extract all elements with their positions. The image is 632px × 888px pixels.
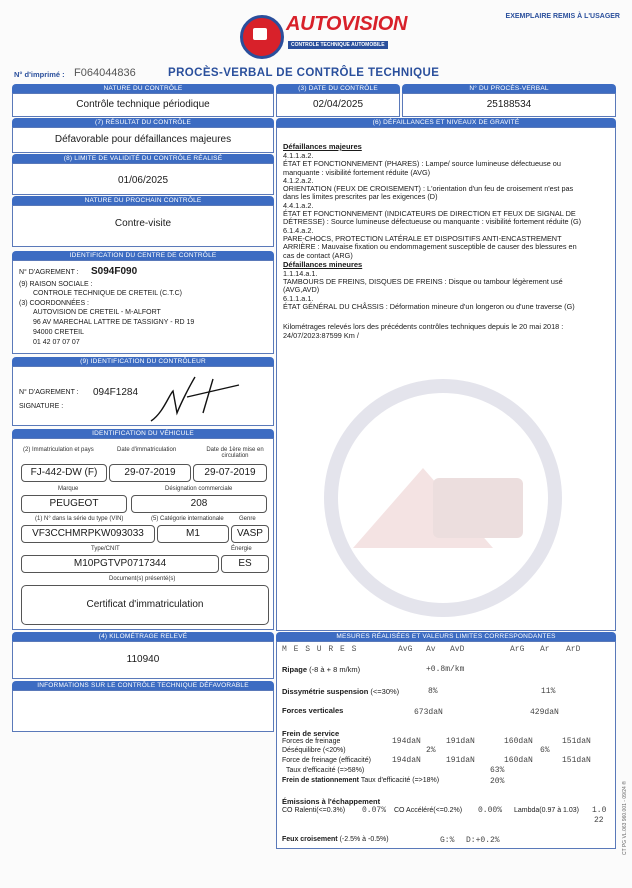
vin-value: VF3CCHMRPKW093033 [21, 525, 155, 543]
raison-value: CONTROLE TECHNIQUE DE CRETEIL (C.T.C) [33, 290, 182, 297]
date-mise-value: 29-07-2019 [193, 464, 267, 482]
immat-label: (2) Immatriculation et pays [23, 447, 94, 453]
energie-label: Énergie [231, 546, 252, 552]
efficace-arg: 160daN [504, 756, 533, 765]
defaillances-box [276, 127, 616, 631]
validite-box [12, 163, 274, 195]
mesures-header: MESURES RÉALISÉES ET VALEURS LIMITES CORRESPONDANTES [276, 632, 616, 641]
efficace-avd: 191daN [446, 756, 475, 765]
dissym-label: Dissymétrie suspension (<=30%) [282, 687, 400, 696]
marque-value: PEUGEOT [21, 495, 127, 513]
col-av: Av [426, 645, 436, 654]
croisement-label: Feux croisement (-2.5% à -0.5%) [282, 836, 389, 843]
taux-value: 63% [490, 766, 505, 775]
majeures-title: Défaillances majeures [283, 142, 362, 151]
nature-value: Contrôle technique périodique [76, 99, 210, 110]
freinage-arg: 160daN [504, 737, 533, 746]
pv-box [402, 93, 616, 117]
pv-header: N° DU PROCÈS-VERBAL [402, 84, 616, 93]
num-imprime: F064044836 [74, 67, 136, 79]
efficace-avg: 194daN [392, 756, 421, 765]
resultat-value: Défavorable pour défaillances majeures [54, 134, 232, 145]
page-title: PROCÈS-VERBAL DE CONTRÔLE TECHNIQUE [168, 67, 440, 79]
mineure-item: 1.1.14.a.1.TAMBOURS DE FREINS, DISQUES DE FREINS : Disque ou tambour légèrement usé (AVG,AVD) [283, 268, 563, 295]
mineure-item: 6.1.1.a.1.ÉTAT GÉNÉRAL DU CHÂSSIS : Déformation mineure d'un longeron ou d'une traverse (G) [283, 293, 575, 312]
majeure-item: 4.1.1.a.2.ÉTAT ET FONCTIONNEMENT (PHARES) : Lampe/ source lumineuse défectueuse ou manquante : visibilité fortement réduite (AVG) [283, 151, 561, 177]
cat-value: M1 [157, 525, 229, 543]
docs-label: Document(s) présenté(s) [109, 576, 176, 582]
efficace-label: Force de freinage (efficacité) [282, 757, 371, 764]
coord-line-3: 94000 CRETEIL [33, 329, 84, 336]
date-value: 02/04/2025 [312, 99, 364, 110]
mineures-title: Défaillances mineures [283, 259, 363, 269]
resultat-box [12, 127, 274, 153]
vehicule-box [12, 438, 274, 630]
frein-service-label: Frein de service [282, 729, 340, 738]
type-label: Type/CNIT [91, 546, 120, 552]
centre-header: IDENTIFICATION DU CENTRE DE CONTRÔLE [12, 251, 274, 260]
brand-subtitle: CONTROLE TECHNIQUE AUTOMOBILE [288, 41, 388, 49]
deseq-ar: 6% [540, 746, 550, 755]
controleur-header: (9) IDENTIFICATION DU CONTRÔLEUR [12, 357, 274, 366]
num-imprime-label: N° d'imprimé : [14, 70, 65, 79]
forces-label: Forces verticales [282, 706, 344, 715]
col-avg: AvG [398, 645, 413, 654]
co-ralenti-label: CO Ralenti(<=0.3%) [282, 807, 346, 814]
infos-header: INFORMATIONS SUR LE CONTRÔLE TECHNIQUE DÉFAVORABLE [12, 681, 274, 690]
prochain-header: NATURE DU PROCHAIN CONTRÔLE [12, 196, 274, 205]
deseq-av: 2% [426, 746, 436, 755]
watermark-logo-icon [313, 378, 573, 618]
freinage-avd: 191daN [446, 737, 475, 746]
majeure-item: 4.1.2.a.2.ORIENTATION (FEUX DE CROISEMENT) : L'orientation d'un feu de croisement n'est pas dans les limites prescrites par les exigences (D) [283, 175, 574, 202]
docs-value: Certificat d'immatriculation [21, 585, 269, 625]
nature-header: NATURE DU CONTRÔLE [12, 84, 274, 93]
stationnement-value: 20% [490, 777, 505, 786]
coord-line-2: 96 AV MARECHAL LATTRE DE TASSIGNY - RD 19 [33, 319, 195, 326]
col-arg: ArG [510, 645, 525, 654]
autovision-logo [240, 9, 408, 55]
prochain-value: Contre-visite [114, 218, 172, 229]
freinage-label: Forces de freinage [282, 738, 341, 745]
coord-label: (3) COORDONNÉES : [19, 300, 90, 307]
ripage-value: +0.8m/km [426, 665, 465, 674]
lambda-value: 1.0 [592, 806, 607, 815]
centre-box [12, 260, 274, 354]
km-box [12, 641, 274, 679]
centre-agrement-label: N° D'AGREMENT : [19, 269, 79, 276]
marque-label: Marque [58, 486, 79, 492]
date-box [276, 93, 400, 117]
dissym-av: 8% [428, 687, 438, 696]
centre-agrement: S094F090 [91, 266, 138, 277]
resultat-header: (7) RÉSULTAT DU CONTRÔLE [12, 118, 274, 127]
forces-av: 673daN [414, 708, 443, 717]
pv-value: 25188534 [486, 99, 532, 110]
coord-line-1: AUTOVISION DE CRETEIL - M-ALFORT [33, 309, 161, 316]
genre-label: Genre [239, 516, 256, 522]
ripage-label: Ripage (-8 à + 8 m/km) [282, 665, 361, 674]
col-ar: Ar [540, 645, 550, 654]
co-ralenti-value: 0.07% [362, 806, 387, 815]
croisement-d: D:+0.2% [466, 836, 500, 845]
energie-value: ES [221, 555, 269, 573]
taux-label: Taux d'efficacité (=>58%) [286, 767, 365, 774]
controleur-agrement-label: N° D'AGREMENT : [19, 389, 79, 396]
dissym-ar: 11% [541, 687, 556, 696]
deseq-label: Déséquilibre (<20%) [282, 747, 346, 754]
raison-label: (9) RAISON SOCIALE : [19, 281, 93, 288]
col-avd: AvD [450, 645, 465, 654]
defaillances-content [283, 142, 611, 340]
type-value: M10PGTVP0717344 [21, 555, 219, 573]
prochain-box [12, 205, 274, 247]
signature-image [143, 373, 253, 423]
designation-label: Désignation commerciale [165, 486, 233, 492]
signature-label: SIGNATURE : [19, 403, 64, 410]
controleur-agrement: 094F1284 [93, 387, 139, 398]
designation-value: 208 [131, 495, 267, 513]
efficace-ard: 151daN [562, 756, 591, 765]
stationnement-label: Frein de stationnement Taux d'efficacité (=>18%) [282, 777, 440, 784]
logo-emblem-icon [240, 15, 284, 59]
coord-line-4: 01 42 07 07 07 [33, 339, 80, 346]
date-immat-label: Date d'immatriculation [117, 447, 177, 453]
nature-box [12, 93, 274, 117]
co-accel-label: CO Accéléré(<=0.2%) [394, 807, 463, 814]
freinage-ard: 151daN [562, 737, 591, 746]
side-reference: CT PG VL.063 960.001 - 09/24 ® [622, 781, 628, 855]
vin-label: (1) N° dans la série du type (VIN) [35, 516, 124, 522]
majeure-item: 6.1.4.a.2.PARE-CHOCS, PROTECTION LATÉRALE ET DISPOSITIFS ANTI-ENCASTREMENT ARRIÈRE : Mauvaise fixation ou endommagement susceptible de causer des blessures en cas de contact (ARG) [283, 225, 577, 260]
col-ard: ArD [566, 645, 581, 654]
emissions-label: Émissions à l'échappement [282, 797, 381, 806]
exemplaire-label: EXEMPLAIRE REMIS À L'USAGER [505, 13, 620, 20]
croisement-g: G:% [440, 836, 455, 845]
lambda-value-2: 22 [594, 816, 604, 825]
validite-value: 01/06/2025 [117, 175, 169, 186]
lambda-label: Lambda(0.97 à 1.03) [514, 807, 579, 814]
date-immat-value: 29-07-2019 [109, 464, 191, 482]
kilometrages-text: Kilométrages relevés lors des précédents contrôles techniques depuis le 20 mai 2018 : 24/07/2023:87599 Km / [283, 322, 564, 340]
immat-value: FJ-442-DW (F) [21, 464, 107, 482]
majeure-item: 4.4.1.a.2.ÉTAT ET FONCTIONNEMENT (INDICATEURS DE DIRECTION ET FEUX DE SIGNAL DE DÉTRESSE) : Source lumineuse défectueuse ou manquante : visibilité fortement réduite (G) [283, 200, 582, 227]
vehicule-header: IDENTIFICATION DU VÉHICULE [12, 429, 274, 438]
forces-ar: 429daN [530, 708, 559, 717]
infos-box [12, 690, 274, 732]
date-mise-label: Date de 1ère mise en circulation [206, 447, 264, 459]
co-accel-value: 0.00% [478, 806, 503, 815]
defaillances-header: (6) DÉFAILLANCES ET NIVEAUX DE GRAVITÉ [276, 118, 616, 127]
brand-name: AUTOVISION [286, 13, 408, 35]
genre-value: VASP [231, 525, 269, 543]
freinage-avg: 194daN [392, 737, 421, 746]
validite-header: (8) LIMITE DE VALIDITÉ DU CONTRÔLE RÉALISÉ [12, 154, 274, 163]
controleur-box [12, 366, 274, 426]
cat-label: (5) Catégorie internationale [151, 516, 224, 522]
mesures-col-title: M E S U R E S [282, 645, 358, 654]
km-value: 110940 [126, 654, 160, 665]
km-header: (4) KILOMÉTRAGE RELEVÉ [12, 632, 274, 641]
date-header: (3) DATE DU CONTRÔLE [276, 84, 400, 93]
